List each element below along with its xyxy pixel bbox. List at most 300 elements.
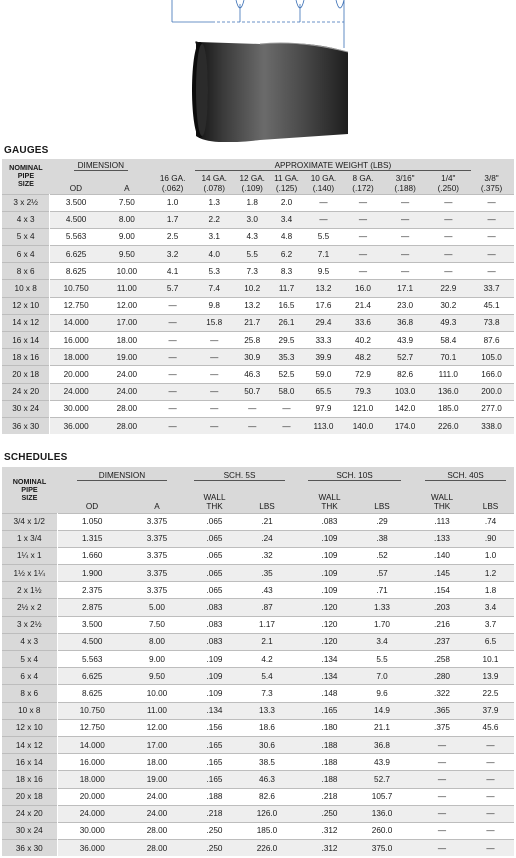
table-cell: .065 (187, 565, 242, 582)
table-cell: .258 (417, 651, 467, 668)
table-row (2, 616, 514, 633)
table-cell: 111.0 (427, 366, 469, 383)
table-cell: .188 (302, 771, 357, 788)
pipe-size-cell: 24 x 20 (2, 383, 50, 400)
table-cell: — (467, 805, 514, 822)
table-cell: 226.0 (242, 840, 292, 857)
table-cell: 8.00 (102, 211, 152, 228)
pipe-size-cell: 30 x 24 (2, 822, 57, 839)
schedules-table-header (2, 467, 514, 513)
table-cell: 3.4 (269, 211, 303, 228)
table-cell: 3.4 (467, 599, 514, 616)
table-cell: 2.875 (57, 599, 127, 616)
table-cell: .065 (187, 582, 242, 599)
table-row (2, 599, 514, 616)
table-cell: 140.0 (343, 417, 383, 434)
pipe-size-cell: 3 x 2½ (2, 616, 57, 633)
pipe-size-cell: 18 x 16 (2, 349, 50, 366)
a-header: A (124, 183, 130, 193)
table-cell: 30.000 (50, 400, 102, 417)
table-cell: 28.00 (127, 822, 187, 839)
table-cell: 48.2 (343, 349, 383, 366)
pipe-size-cell: 3 x 2½ (2, 194, 50, 211)
table-cell: 50.7 (235, 383, 269, 400)
table-cell: 58.4 (427, 332, 469, 349)
pipe-size-cell: 1 x 3/4 (2, 530, 57, 547)
table-cell: — (193, 400, 235, 417)
table-cell: — (467, 822, 514, 839)
pipe-size-cell: 16 x 14 (2, 332, 50, 349)
table-cell: — (427, 246, 469, 263)
table-cell: 4.500 (57, 633, 127, 650)
table-cell: .87 (242, 599, 292, 616)
table-cell: — (467, 840, 514, 857)
table-cell: .32 (242, 547, 292, 564)
table-cell: — (469, 263, 514, 280)
table-cell: 36.000 (57, 840, 127, 857)
table-cell: 52.7 (383, 349, 428, 366)
table-cell: 24.000 (57, 805, 127, 822)
table-cell: 9.8 (193, 297, 235, 314)
table-cell: 33.3 (304, 332, 344, 349)
table-cell: 22.9 (427, 280, 469, 297)
table-cell: 19.00 (127, 771, 187, 788)
table-cell: .083 (302, 513, 357, 530)
table-cell: — (383, 194, 428, 211)
table-cell: 9.5 (304, 263, 344, 280)
table-cell: 23.0 (383, 297, 428, 314)
table-row (2, 400, 514, 417)
pipe-size-cell: 14 x 12 (2, 736, 57, 753)
table-cell: 21.4 (343, 297, 383, 314)
table-cell: 28.00 (102, 417, 152, 434)
table-cell: 29.5 (269, 332, 303, 349)
pipe-size-cell: 16 x 14 (2, 754, 57, 771)
table-cell: 33.6 (343, 314, 383, 331)
table-cell: 10.00 (102, 263, 152, 280)
schedules-section-title: SCHEDULES (4, 452, 68, 463)
table-cell: 10.2 (235, 280, 269, 297)
gauge-col-subheader: (.250) (437, 183, 459, 193)
table-cell: 30.2 (427, 297, 469, 314)
table-cell: 136.0 (427, 383, 469, 400)
table-cell: — (427, 211, 469, 228)
pipe-size-cell: 4 x 3 (2, 633, 57, 650)
table-cell: 82.6 (242, 788, 292, 805)
wall-thk-header: WALL THK (318, 492, 341, 511)
table-cell: 4.3 (235, 228, 269, 245)
table-cell: 3.375 (127, 582, 187, 599)
gauge-col-header: 12 GA. (239, 173, 265, 183)
table-cell: .71 (357, 582, 407, 599)
table-cell: .43 (242, 582, 292, 599)
pipe-size-cell: 12 x 10 (2, 719, 57, 736)
lbs-header: LBS (374, 501, 390, 511)
table-cell: .218 (302, 788, 357, 805)
table-cell: 20.000 (50, 366, 102, 383)
table-cell: — (193, 349, 235, 366)
pipe-size-cell: 14 x 12 (2, 314, 50, 331)
table-cell: 7.50 (127, 616, 187, 633)
table-cell: 3.1 (193, 228, 235, 245)
table-cell: .120 (302, 616, 357, 633)
table-cell: — (467, 736, 514, 753)
pipe-size-cell: 2 x 1½ (2, 582, 57, 599)
table-row (2, 754, 514, 771)
table-cell: 43.9 (357, 754, 407, 771)
sch-5s-header: SCH. 5S (194, 471, 286, 481)
table-cell: .120 (302, 599, 357, 616)
table-row (2, 349, 514, 366)
table-cell: 12.750 (50, 297, 102, 314)
table-cell: 52.7 (357, 771, 407, 788)
table-cell: 24.00 (127, 805, 187, 822)
table-cell: 35.3 (269, 349, 303, 366)
table-cell: 37.9 (467, 702, 514, 719)
table-cell: 40.2 (343, 332, 383, 349)
table-cell: .145 (417, 565, 467, 582)
table-cell: .065 (187, 513, 242, 530)
gauge-col-header: 11 GA. (274, 173, 299, 183)
table-cell: — (417, 805, 467, 822)
table-cell: 21.1 (357, 719, 407, 736)
table-cell: 9.00 (102, 228, 152, 245)
table-cell: — (427, 194, 469, 211)
table-cell: .154 (417, 582, 467, 599)
table-cell: — (417, 840, 467, 857)
table-cell: — (383, 228, 428, 245)
table-cell: — (235, 417, 269, 434)
table-cell: .148 (302, 685, 357, 702)
table-cell: — (193, 383, 235, 400)
table-cell: 1.3 (193, 194, 235, 211)
table-cell: .90 (467, 530, 514, 547)
table-row (2, 771, 514, 788)
table-cell: .109 (302, 547, 357, 564)
lbs-header: LBS (259, 501, 275, 511)
table-row (2, 719, 514, 736)
table-cell: .218 (187, 805, 242, 822)
table-cell: 5.4 (242, 668, 292, 685)
table-cell: 11.7 (269, 280, 303, 297)
table-cell: 14.000 (50, 314, 102, 331)
table-row (2, 297, 514, 314)
table-cell: 3.500 (57, 616, 127, 633)
table-cell: .312 (302, 822, 357, 839)
pipe-size-cell: 6 x 4 (2, 246, 50, 263)
table-cell: 136.0 (357, 805, 407, 822)
gauge-col-subheader: (.172) (352, 183, 374, 193)
table-cell: .35 (242, 565, 292, 582)
table-cell: 10.00 (127, 685, 187, 702)
table-cell: 7.1 (304, 246, 344, 263)
table-cell: 33.7 (469, 280, 514, 297)
table-cell: — (383, 211, 428, 228)
table-cell: 4.0 (193, 246, 235, 263)
table-cell: 200.0 (469, 383, 514, 400)
table-cell: 1.7 (152, 211, 194, 228)
table-cell: — (417, 754, 467, 771)
table-cell: — (467, 788, 514, 805)
table-cell: 4.8 (269, 228, 303, 245)
table-cell: 36.000 (50, 417, 102, 434)
table-cell: .109 (187, 685, 242, 702)
table-cell: 121.0 (343, 400, 383, 417)
od-header: OD (85, 501, 99, 511)
table-cell: .250 (187, 822, 242, 839)
a-header: A (154, 501, 160, 511)
gauge-col-header: 14 GA. (201, 173, 227, 183)
table-cell: 72.9 (343, 366, 383, 383)
pipe-size-cell: 18 x 16 (2, 771, 57, 788)
table-cell: 5.7 (152, 280, 194, 297)
table-cell: 8.00 (127, 633, 187, 650)
table-cell: .165 (187, 771, 242, 788)
table-row (2, 582, 514, 599)
wall-thk-header: WALL THK (203, 492, 226, 511)
table-cell: 25.8 (235, 332, 269, 349)
table-cell: .109 (302, 582, 357, 599)
table-cell: 5.563 (57, 651, 127, 668)
table-cell: — (469, 228, 514, 245)
table-row (2, 736, 514, 753)
table-cell: — (417, 788, 467, 805)
schedules-table-body (2, 513, 514, 856)
table-cell: .083 (187, 616, 242, 633)
lbs-header: LBS (482, 501, 499, 511)
table-cell: 15.8 (193, 314, 235, 331)
table-cell: .109 (302, 565, 357, 582)
table-cell: 375.0 (357, 840, 407, 857)
gauge-col-header: 3/16" (395, 173, 415, 183)
table-cell: 13.9 (467, 668, 514, 685)
table-cell: 18.000 (57, 771, 127, 788)
table-cell: 17.00 (127, 736, 187, 753)
table-cell: 46.3 (242, 771, 292, 788)
pipe-size-cell: 4 x 3 (2, 211, 50, 228)
weight-header: APPROXIMATE WEIGHT (LBS) (195, 161, 472, 171)
table-cell: — (343, 194, 383, 211)
table-cell: 1.900 (57, 565, 127, 582)
table-cell: 73.8 (469, 314, 514, 331)
table-cell: 277.0 (469, 400, 514, 417)
table-cell: .203 (417, 599, 467, 616)
table-cell: 18.00 (102, 332, 152, 349)
table-cell: .083 (187, 599, 242, 616)
table-cell: .24 (242, 530, 292, 547)
table-cell: 3.2 (152, 246, 194, 263)
table-cell: — (417, 822, 467, 839)
table-cell: 14.000 (57, 736, 127, 753)
table-cell: 19.00 (102, 349, 152, 366)
pipe-size-cell: 8 x 6 (2, 263, 50, 280)
gauge-col-header: 3/8" (484, 173, 499, 183)
table-cell: — (469, 246, 514, 263)
od-header: OD (69, 183, 82, 193)
table-cell: 1.0 (467, 547, 514, 564)
table-cell: — (304, 211, 344, 228)
table-cell: 6.625 (57, 668, 127, 685)
table-cell: 3.7 (467, 616, 514, 633)
sch-10s-header: SCH. 10S (308, 471, 400, 481)
table-cell: 2.375 (57, 582, 127, 599)
table-cell: — (152, 297, 194, 314)
table-cell: 79.3 (343, 383, 383, 400)
table-cell: 17.00 (102, 314, 152, 331)
pipe-size-cell: 10 x 8 (2, 280, 50, 297)
table-cell: 17.1 (383, 280, 428, 297)
gauge-col-subheader: (.062) (161, 183, 184, 193)
table-cell: 20.000 (57, 788, 127, 805)
table-cell: — (269, 400, 303, 417)
pipe-size-cell: 36 x 30 (2, 417, 50, 434)
table-cell: 8.625 (57, 685, 127, 702)
table-cell: 10.750 (50, 280, 102, 297)
table-cell: 7.3 (242, 685, 292, 702)
table-cell: 24.000 (50, 383, 102, 400)
table-cell: 1.0 (152, 194, 194, 211)
table-cell: .109 (187, 651, 242, 668)
table-row (2, 668, 514, 685)
gauge-col-header: 16 GA. (159, 173, 186, 183)
pipe-size-cell: 36 x 30 (2, 840, 57, 857)
gauge-col-subheader: (.375) (480, 183, 503, 193)
table-cell: .165 (187, 736, 242, 753)
table-row (2, 332, 514, 349)
table-cell: .280 (417, 668, 467, 685)
pipe-size-cell: 5 x 4 (2, 228, 50, 245)
table-row (2, 513, 514, 530)
pipe-size-cell: 10 x 8 (2, 702, 57, 719)
table-cell: .322 (417, 685, 467, 702)
table-cell: — (343, 211, 383, 228)
gauge-col-header: 10 GA. (310, 173, 337, 183)
table-cell: — (152, 383, 194, 400)
table-cell: .375 (417, 719, 467, 736)
table-cell: .52 (357, 547, 407, 564)
table-row (2, 211, 514, 228)
table-cell: .29 (357, 513, 407, 530)
table-cell: 174.0 (383, 417, 428, 434)
table-cell: 226.0 (427, 417, 469, 434)
table-cell: 2.5 (152, 228, 194, 245)
pipe-size-cell: 2½ x 2 (2, 599, 57, 616)
table-cell: 26.1 (269, 314, 303, 331)
table-cell: .140 (417, 547, 467, 564)
table-cell: 6.625 (50, 246, 102, 263)
table-cell: .165 (302, 702, 357, 719)
table-cell: .156 (187, 719, 242, 736)
table-cell: 9.00 (127, 651, 187, 668)
pipe-size-cell: 1¼ x 1 (2, 547, 57, 564)
table-cell: — (343, 228, 383, 245)
table-cell: 2.1 (242, 633, 292, 650)
table-cell: 12.00 (127, 719, 187, 736)
table-cell: 9.50 (127, 668, 187, 685)
table-cell: 4.500 (50, 211, 102, 228)
table-cell: 7.50 (102, 194, 152, 211)
table-cell: 10.1 (467, 651, 514, 668)
table-row (2, 633, 514, 650)
gauges-table-body (2, 194, 514, 434)
table-cell: .065 (187, 547, 242, 564)
table-cell: .134 (302, 651, 357, 668)
table-cell: 30.000 (57, 822, 127, 839)
table-row (2, 702, 514, 719)
table-cell: 3.375 (127, 565, 187, 582)
wall-thk-header: WALL THK (431, 492, 454, 511)
table-cell: 16.5 (269, 297, 303, 314)
table-cell: 21.7 (235, 314, 269, 331)
table-cell: 7.0 (357, 668, 407, 685)
table-cell: .188 (302, 754, 357, 771)
table-cell: 3.375 (127, 530, 187, 547)
gauge-col-header: 8 GA. (352, 173, 374, 183)
table-cell: — (467, 771, 514, 788)
table-cell: 105.7 (357, 788, 407, 805)
table-cell: 65.5 (304, 383, 344, 400)
gauge-col-subheader: (.188) (394, 183, 416, 193)
table-cell: 14.9 (357, 702, 407, 719)
table-cell: 12.00 (102, 297, 152, 314)
table-cell: 5.5 (235, 246, 269, 263)
table-cell: 30.9 (235, 349, 269, 366)
table-cell: 70.1 (427, 349, 469, 366)
table-cell: 36.8 (383, 314, 428, 331)
table-cell: — (343, 263, 383, 280)
table-cell: 22.5 (467, 685, 514, 702)
table-cell: — (469, 211, 514, 228)
gauges-table-header (2, 159, 514, 194)
table-cell: 7.3 (235, 263, 269, 280)
table-cell: 49.3 (427, 314, 469, 331)
table-cell: 16.000 (57, 754, 127, 771)
table-row (2, 822, 514, 839)
gauge-col-subheader: (.125) (275, 183, 298, 193)
table-cell: .312 (302, 840, 357, 857)
table-cell: .065 (187, 530, 242, 547)
table-cell: 6.2 (269, 246, 303, 263)
table-cell: 1.70 (357, 616, 407, 633)
table-cell: 24.00 (102, 366, 152, 383)
table-cell: 45.6 (467, 719, 514, 736)
table-cell: 6.5 (467, 633, 514, 650)
table-cell: — (467, 754, 514, 771)
table-cell: 28.00 (102, 400, 152, 417)
table-cell: 12.750 (57, 719, 127, 736)
table-cell: 11.00 (102, 280, 152, 297)
dimension-header: DIMENSION (77, 471, 167, 481)
table-cell: 126.0 (242, 805, 292, 822)
table-cell: — (152, 332, 194, 349)
table-cell: 8.625 (50, 263, 102, 280)
table-cell: 11.00 (127, 702, 187, 719)
table-row (2, 366, 514, 383)
table-cell: .083 (187, 633, 242, 650)
table-cell: — (417, 736, 467, 753)
table-cell: 113.0 (304, 417, 344, 434)
gauges-section-title: GAUGES (4, 145, 49, 156)
table-cell: .365 (417, 702, 467, 719)
table-cell: 1.2 (467, 565, 514, 582)
table-cell: — (152, 366, 194, 383)
table-cell: — (152, 417, 194, 434)
table-cell: .120 (302, 633, 357, 650)
table-cell: .109 (187, 668, 242, 685)
pipe-size-cell: 20 x 18 (2, 366, 50, 383)
table-cell: 16.000 (50, 332, 102, 349)
table-cell: 97.9 (304, 400, 344, 417)
